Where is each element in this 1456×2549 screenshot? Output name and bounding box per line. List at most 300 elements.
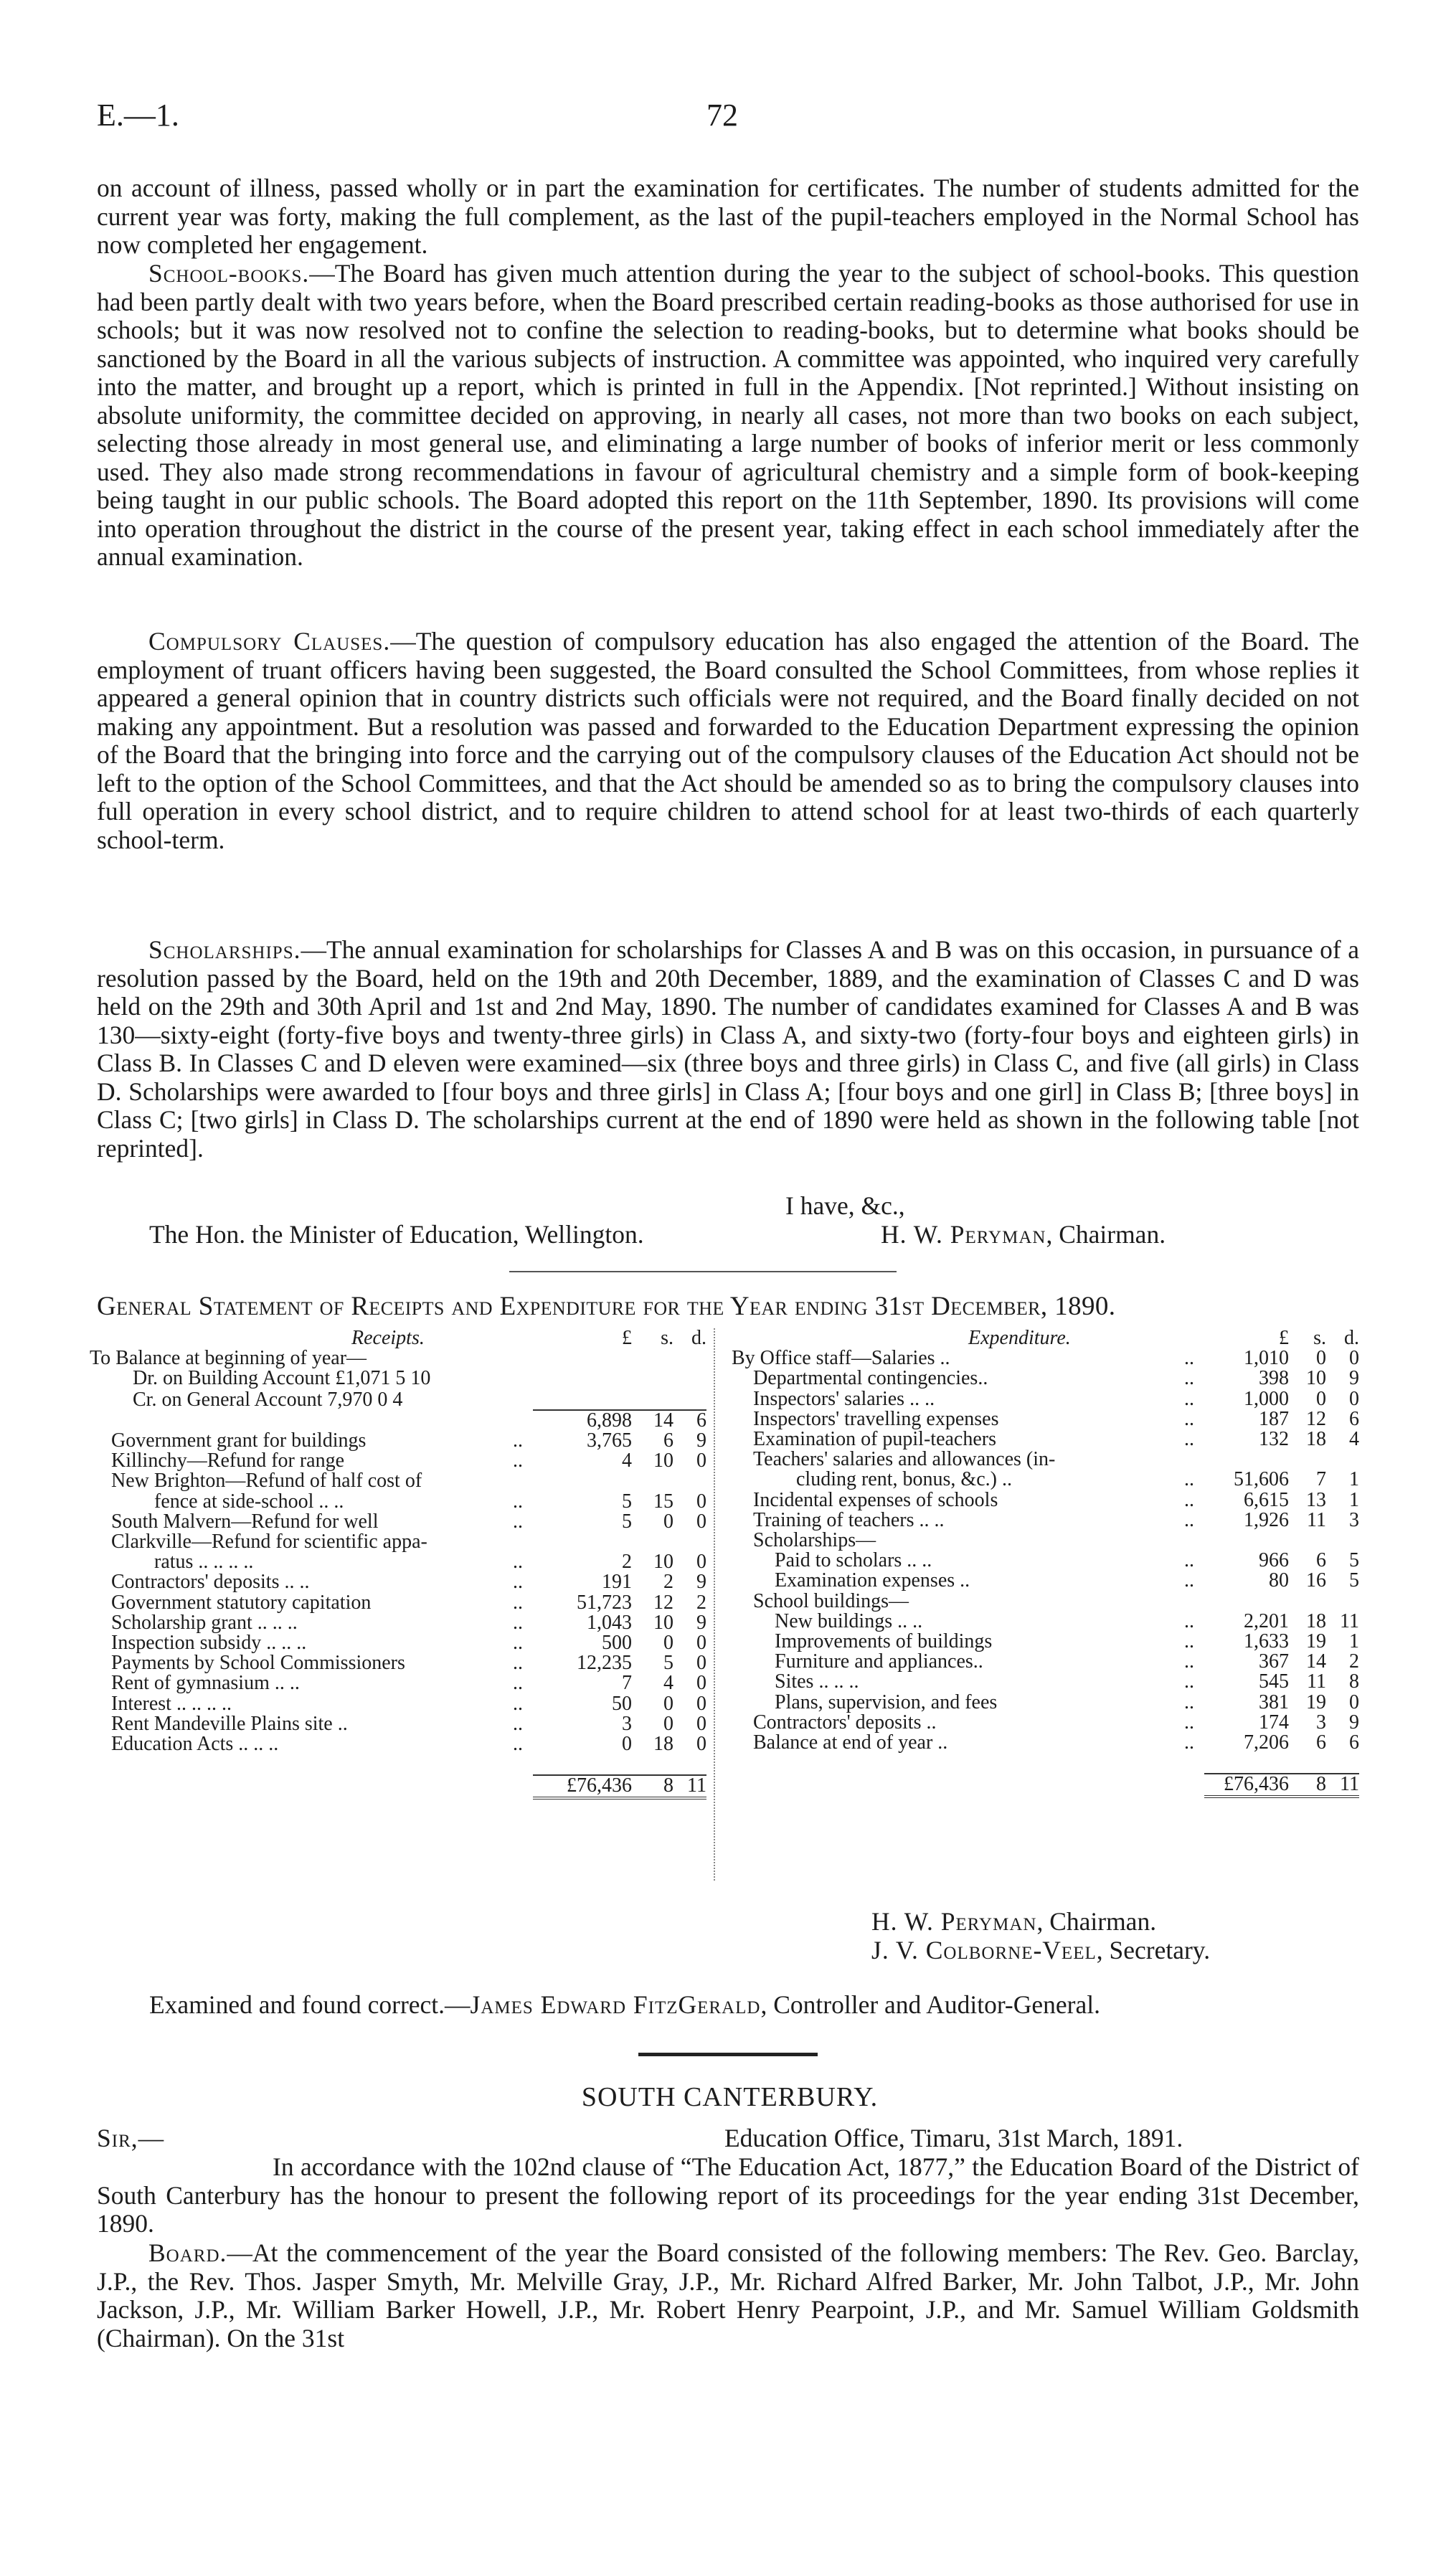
row-label: Inspectors' salaries .. .. — [753, 1387, 935, 1410]
pence-heading: d. — [691, 1327, 706, 1349]
shillings-value: 18 — [1306, 1428, 1326, 1451]
shillings-value: 0 — [663, 1632, 673, 1655]
row-label — [90, 1410, 494, 1431]
closing-phrase: I have, &c., — [785, 1191, 905, 1220]
pence-value: 0 — [696, 1510, 706, 1533]
receipt-row — [90, 1633, 706, 1653]
expenditure-total-row — [732, 1774, 1359, 1796]
leader-dots: .. — [513, 1510, 523, 1533]
row-label: Teachers' salaries and allowances (in- — [753, 1448, 1056, 1471]
shillings-value: 0 — [663, 1712, 673, 1735]
pence-value: 3 — [1349, 1508, 1359, 1531]
addressee: The Hon. the Minister of Education, Wellington. — [149, 1220, 644, 1249]
shillings-value — [1289, 1592, 1326, 1612]
pence-value: 9 — [696, 1429, 706, 1452]
pounds-value — [533, 1532, 632, 1552]
document-reference: E.—1. — [97, 98, 179, 133]
expenditure-row — [732, 1571, 1359, 1591]
pounds-value: 50 — [612, 1692, 632, 1715]
salutation: Sir,— — [97, 2124, 165, 2152]
total-shillings: 8 — [632, 1775, 673, 1797]
leader-dots: .. — [513, 1672, 523, 1695]
leader-dots: .. — [1184, 1670, 1194, 1693]
receipt-row — [90, 1694, 706, 1714]
expenditure-row — [732, 1429, 1359, 1450]
paragraph-intro: In accordance with the 102nd clause of “The Education Act, 1877,” the Education Board of the District of South Canterbury has the honour to present the following report of its proceedings for the year ending 31st December, 1890. — [97, 2152, 1359, 2238]
pounds-value: 132 — [1259, 1428, 1289, 1451]
total-spacer — [90, 1775, 494, 1797]
receipt-row — [90, 1593, 706, 1613]
shillings-value: 12 — [653, 1591, 673, 1614]
pence-value: 11 — [1340, 1609, 1359, 1632]
receipt-row — [90, 1653, 706, 1673]
pounds-value: 0 — [622, 1733, 632, 1756]
spacer-row — [732, 1753, 1359, 1774]
secretary-name: J. V. Colborne-Veel — [871, 1936, 1097, 1964]
total-pounds: £76,436 — [533, 1775, 632, 1797]
chairman-title: , Chairman. — [1036, 1907, 1157, 1936]
shillings-value: 18 — [1306, 1609, 1326, 1632]
pounds-value: 5 — [622, 1510, 632, 1533]
expenditure-row — [732, 1672, 1359, 1692]
paragraph-board — [97, 2239, 1359, 2352]
page-header — [97, 97, 1363, 140]
row-label: Improvements of buildings — [775, 1630, 993, 1653]
signer-name: H. W. Peryman — [881, 1220, 1046, 1249]
pence-value: 9 — [696, 1611, 706, 1634]
row-label: Sites .. .. .. — [775, 1670, 859, 1693]
receipt-row — [90, 1389, 706, 1410]
row-label: New buildings .. .. — [775, 1609, 923, 1632]
leader-dots: .. — [1184, 1508, 1194, 1531]
expenditure-row — [732, 1470, 1359, 1490]
pence-value: 0 — [696, 1672, 706, 1695]
leader-dots — [1166, 1531, 1204, 1551]
row-label: Paid to scholars .. .. — [775, 1549, 932, 1572]
pounds-value: 4 — [622, 1450, 632, 1472]
pounds-value — [1204, 1592, 1289, 1612]
leader-dots: .. — [513, 1733, 523, 1756]
receipts-heading: Receipts. — [351, 1327, 425, 1349]
expenditure-table — [732, 1328, 1359, 1798]
shillings-value: 4 — [663, 1672, 673, 1695]
section-divider — [509, 1271, 897, 1272]
leader-dots: .. — [1184, 1630, 1194, 1653]
shillings-value — [632, 1368, 673, 1389]
row-label: Furniture and appliances.. — [775, 1650, 983, 1673]
total-pounds: £76,436 — [1204, 1774, 1289, 1796]
pounds-value: 7,206 — [1244, 1731, 1289, 1754]
shillings-value: 6 — [1316, 1549, 1326, 1572]
row-label: Balance at end of year .. — [753, 1731, 948, 1754]
row-label: Departmental contingencies.. — [753, 1367, 988, 1390]
pence-value: 0 — [696, 1450, 706, 1472]
shillings-value — [1289, 1531, 1326, 1551]
pounds-value: 191 — [602, 1571, 632, 1594]
row-label: Inspection subsidy .. .. .. — [111, 1632, 307, 1655]
shillings-value: 0 — [663, 1692, 673, 1715]
shillings-value: 10 — [1306, 1367, 1326, 1390]
row-label: Killinchy—Refund for range — [111, 1450, 345, 1472]
pounds-value: 1,926 — [1244, 1508, 1289, 1531]
leader-dots: .. — [513, 1652, 523, 1675]
leader-dots: .. — [1184, 1367, 1194, 1390]
receipt-row — [90, 1552, 706, 1572]
expenditure-row — [732, 1490, 1359, 1510]
pounds-value: 12,235 — [577, 1652, 632, 1675]
pence-value: 0 — [696, 1652, 706, 1675]
expenditure-row — [732, 1592, 1359, 1612]
receipts-table — [90, 1328, 706, 1800]
expenditure-row — [732, 1693, 1359, 1713]
pence-value: 0 — [696, 1632, 706, 1655]
row-label: Examination expenses .. — [775, 1569, 970, 1592]
shillings-value: 5 — [663, 1652, 673, 1675]
row-label: Rent of gymnasium .. .. — [111, 1672, 300, 1695]
pence-value: 1 — [1349, 1630, 1359, 1653]
receipt-row — [90, 1512, 706, 1532]
leader-dots: .. — [513, 1712, 523, 1735]
auditor-name: James Edward FitzGerald — [470, 1990, 761, 2019]
expenditure-row — [732, 1368, 1359, 1389]
pounds-value: 398 — [1259, 1367, 1289, 1390]
shillings-value: 14 — [632, 1410, 673, 1431]
receipt-row — [90, 1410, 706, 1431]
leader-dots — [494, 1532, 533, 1552]
pence-value: 0 — [696, 1490, 706, 1513]
statement-signature-secretary — [871, 1936, 1210, 1964]
pence-value — [1326, 1531, 1359, 1551]
pence-value: 5 — [1349, 1569, 1359, 1592]
dateline: Education Office, Timaru, 31st March, 1891. — [724, 2124, 1183, 2152]
expenditure-row — [732, 1409, 1359, 1429]
pounds-value: 367 — [1259, 1650, 1289, 1673]
section-title-south-canterbury: SOUTH CANTERBURY. — [581, 2082, 879, 2112]
audit-certificate — [149, 1991, 1100, 2019]
shillings-value — [632, 1389, 673, 1410]
row-label: Dr. on Building Account £1,071 5 10 — [133, 1367, 431, 1390]
shillings-value: 16 — [1306, 1569, 1326, 1592]
row-label: Clarkville—Refund for scientific appa- — [111, 1531, 427, 1553]
expenditure-row — [732, 1632, 1359, 1652]
pence-value: 0 — [1349, 1347, 1359, 1370]
signer-title: , Chairman. — [1046, 1220, 1166, 1249]
pounds-value: 966 — [1259, 1549, 1289, 1572]
pound-heading: £ — [1279, 1327, 1289, 1349]
leader-dots — [494, 1368, 533, 1389]
pounds-value: 5 — [622, 1490, 632, 1513]
receipt-row — [90, 1673, 706, 1693]
pence-heading: d. — [1344, 1327, 1359, 1349]
receipt-row — [90, 1368, 706, 1389]
chairman-name: H. W. Peryman — [871, 1907, 1037, 1936]
pounds-value — [533, 1471, 632, 1491]
leader-dots: .. — [1184, 1347, 1194, 1370]
pounds-value: 381 — [1259, 1690, 1289, 1713]
pence-value: 0 — [696, 1692, 706, 1715]
row-label: By Office staff—Salaries .. — [732, 1347, 950, 1370]
pounds-value — [533, 1368, 632, 1389]
pence-value: 8 — [1349, 1670, 1359, 1693]
pounds-value — [1204, 1531, 1289, 1551]
receipt-row — [90, 1431, 706, 1451]
row-label: South Malvern—Refund for well — [111, 1510, 379, 1533]
expenditure-row — [732, 1612, 1359, 1632]
leader-dots — [1166, 1592, 1204, 1612]
total-spacer — [732, 1774, 1166, 1796]
row-label: cluding rent, bonus, &c.) .. — [796, 1468, 1012, 1491]
pounds-value: 51,723 — [577, 1591, 632, 1614]
pence-value — [673, 1532, 706, 1552]
row-label: Rent Mandeville Plains site .. — [111, 1712, 348, 1735]
shillings-value — [1289, 1450, 1326, 1470]
shillings-value — [632, 1348, 673, 1368]
shillings-value: 0 — [1316, 1347, 1326, 1370]
row-label: Examination of pupil-teachers — [753, 1428, 996, 1451]
leader-dots: .. — [513, 1429, 523, 1452]
receipt-row — [90, 1348, 706, 1368]
pounds-value: 545 — [1259, 1670, 1289, 1693]
receipt-row — [90, 1734, 706, 1754]
expenditure-header-row — [732, 1328, 1359, 1348]
pence-value: 5 — [1349, 1549, 1359, 1572]
row-label: fence at side-school .. .. — [154, 1490, 344, 1513]
pence-value: 9 — [696, 1571, 706, 1594]
pounds-value: 174 — [1259, 1711, 1289, 1734]
pounds-value: 1,633 — [1244, 1630, 1289, 1653]
receipts-header-row — [90, 1328, 706, 1348]
paragraph-text: —The annual examination for scholarships for Classes A and B was on this occasion, in pursuance of a resolution passed by the Board, held on the 19th and 20th December, 1889, and the examination of Classes C and D was held on the 29th and 30th April and 1st and 2nd May, 1890. The number of candidates examined for Classes A and B was 130—sixty-eight (forty-five boys and twenty-three girls) in Class A, and sixty-two (forty-four boys and eighteen girls) in Class B. In Classes C and D eleven were examined—six (three boys and three girls) in Class C, and five (all girls) in Class D. Scholarships were awarded to [four boys and three girls] in Class A; [four boys and one girl] in Class B; [three boys] in Class C; [two girls] in Class D. The scholarships current at the end of 1890 were held as shown in the following table [not reprinted]. — [97, 935, 1359, 1163]
signature-chairman — [881, 1221, 1166, 1249]
leader-dots: .. — [513, 1692, 523, 1715]
pounds-value: 6,898 — [533, 1410, 632, 1431]
total-pence: 11 — [673, 1775, 706, 1797]
receipt-total-row — [90, 1775, 706, 1797]
shillings-value: 19 — [1306, 1690, 1326, 1713]
secretary-title: , Secretary. — [1096, 1936, 1211, 1964]
leader-dots: .. — [1184, 1731, 1194, 1754]
row-label: Scholarships— — [753, 1529, 876, 1552]
shillings-value: 10 — [653, 1551, 673, 1574]
paragraph-text: —The question of compulsory education has also engaged the attention of the Board. The employment of truant officers having been suggested, the Board consulted the School Committees, from whose replies it appeared a general opinion that in country districts such officials were not required, and the Board finally decided on not making any appointment. But a resolution was passed and forwarded to the Education Department expressing the opinion of the Board that the bringing into force and the carrying out of the compulsory clauses of the Education Act should not be left to the option of the School Committees, and that the Act should be amended so as to bring the compulsory clauses into full operation in every school district, and to require children to attend school for at least two-thirds of each quarterly school-term. — [97, 627, 1359, 854]
leader-dots: .. — [513, 1591, 523, 1614]
row-label: ratus .. .. .. .. — [154, 1551, 254, 1574]
row-label: Payments by School Commissioners — [111, 1652, 405, 1675]
row-label: Scholarship grant .. .. .. — [111, 1611, 298, 1634]
pounds-value: 1,043 — [587, 1611, 632, 1634]
shillings-value: 0 — [1316, 1387, 1326, 1410]
leader-dots: .. — [1184, 1488, 1194, 1511]
row-label: Cr. on General Account 7,970 0 4 — [133, 1388, 403, 1411]
leader-dots: .. — [513, 1490, 523, 1513]
leader-dots: .. — [1184, 1428, 1194, 1451]
expenditure-row — [732, 1551, 1359, 1571]
pounds-value: 2 — [622, 1551, 632, 1574]
pence-value: 2 — [1349, 1650, 1359, 1673]
paragraph-training-college — [97, 174, 1359, 260]
leader-dots — [494, 1410, 533, 1431]
row-label: Government grant for buildings — [111, 1429, 367, 1452]
shillings-value: 11 — [1307, 1670, 1326, 1693]
expenditure-row — [732, 1531, 1359, 1551]
total-pence: 11 — [1326, 1774, 1359, 1796]
pounds-value: 3 — [622, 1712, 632, 1735]
shillings-value: 7 — [1316, 1468, 1326, 1491]
receipt-row — [90, 1471, 706, 1491]
pounds-value: 6,615 — [1244, 1488, 1289, 1511]
expenditure-row — [732, 1389, 1359, 1409]
pence-value: 6 — [1349, 1731, 1359, 1754]
expenditure-row — [732, 1450, 1359, 1470]
leader-dots: .. — [513, 1611, 523, 1634]
pence-value — [1326, 1592, 1359, 1612]
page-number: 72 — [706, 98, 738, 133]
expenditure-row — [732, 1733, 1359, 1753]
paragraph-compulsory-clauses — [97, 628, 1359, 854]
pounds-value — [1204, 1450, 1289, 1470]
leader-dots: .. — [1184, 1711, 1194, 1734]
receipt-row — [90, 1451, 706, 1471]
pence-value: 1 — [1349, 1488, 1359, 1511]
pounds-value: 1,010 — [1244, 1347, 1289, 1370]
pence-value: 9 — [1349, 1711, 1359, 1734]
pence-value — [673, 1471, 706, 1491]
row-label: Inspectors' travelling expenses — [753, 1407, 999, 1430]
paragraph-text: on account of illness, passed wholly or in part the examination for certificates. The number of students admitted for the current year was forty, making the full complement, as the last of the pupil-teachers employed in the Normal School has now completed her engagement. — [97, 174, 1359, 259]
row-label: Interest .. .. .. .. — [111, 1692, 232, 1715]
row-label: Plans, supervision, and fees — [775, 1690, 998, 1713]
pound-heading: £ — [622, 1327, 632, 1349]
pence-value: 0 — [1349, 1387, 1359, 1410]
shillings-value: 6 — [1316, 1731, 1326, 1754]
column-divider — [714, 1328, 715, 1881]
row-label: Contractors' deposits .. .. — [111, 1571, 310, 1594]
pounds-value: 2,201 — [1244, 1609, 1289, 1632]
row-label: School buildings— — [753, 1589, 909, 1612]
spacer-row — [90, 1754, 706, 1775]
expenditure-column — [732, 1328, 1359, 1798]
statement-signature-chairman — [871, 1908, 1156, 1936]
pounds-value — [533, 1348, 632, 1368]
audit-suffix: , Controller and Auditor-General. — [760, 1990, 1100, 2019]
pounds-value: 80 — [1269, 1569, 1289, 1592]
section-heading: Scholarships. — [148, 935, 301, 964]
pence-value — [673, 1389, 706, 1410]
shilling-heading: s. — [1313, 1327, 1326, 1349]
receipt-row — [90, 1492, 706, 1512]
pounds-value: 187 — [1259, 1407, 1289, 1430]
row-label: Contractors' deposits .. — [753, 1711, 937, 1734]
row-label: New Brighton—Refund of half cost of — [111, 1470, 422, 1493]
shillings-value: 19 — [1306, 1630, 1326, 1653]
leader-dots: .. — [1184, 1650, 1194, 1673]
pence-value: 0 — [1349, 1690, 1359, 1713]
leader-dots — [494, 1471, 533, 1491]
paragraph-scholarships — [97, 936, 1359, 1163]
shillings-value — [632, 1532, 673, 1552]
shillings-value: 10 — [653, 1450, 673, 1472]
row-label: Education Acts .. .. .. — [111, 1733, 279, 1756]
expenditure-heading: Expenditure. — [968, 1327, 1071, 1349]
leader-dots: .. — [513, 1551, 523, 1574]
receipts-column — [90, 1328, 706, 1800]
leader-dots: .. — [1184, 1407, 1194, 1430]
shillings-value: 18 — [653, 1733, 673, 1756]
pence-value — [1326, 1450, 1359, 1470]
paragraph-school-books — [97, 260, 1359, 572]
leader-dots: .. — [1184, 1468, 1194, 1491]
shillings-value: 6 — [663, 1429, 673, 1452]
row-label: Government statutory capitation — [111, 1591, 372, 1614]
pence-value — [673, 1348, 706, 1368]
shillings-value: 12 — [1306, 1407, 1326, 1430]
row-label: To Balance at beginning of year— — [90, 1347, 367, 1370]
expenditure-row — [732, 1713, 1359, 1733]
section-heading: Board. — [148, 2238, 227, 2267]
expenditure-row — [732, 1652, 1359, 1672]
row-label: Incidental expenses of schools — [753, 1488, 998, 1511]
pounds-value: 7 — [622, 1672, 632, 1695]
pounds-value: 3,765 — [587, 1429, 632, 1452]
audit-prefix: Examined and found correct.— — [149, 1990, 471, 2019]
pence-value: 0 — [696, 1551, 706, 1574]
leader-dots — [494, 1389, 533, 1410]
pence-value: 0 — [696, 1733, 706, 1756]
leader-dots: .. — [1184, 1549, 1194, 1572]
row-label: Training of teachers .. .. — [753, 1508, 945, 1531]
total-spacer — [1166, 1774, 1204, 1796]
receipt-row — [90, 1613, 706, 1633]
paragraph-text: —The Board has given much attention during the year to the subject of school-books. This question had been partly dealt with two years before, when the Board prescribed certain reading-books as those authorised for use in schools; but it was now resolved not to confine the selection to reading-books, but to determine what books should be sanctioned by the Board in all the various subjects of instruction. A committee was appointed, who inquired very carefully into the matter, and brought up a report, which is printed in full in the Appendix. [Not reprinted.] Without insisting on absolute uniformity, the committee decided on approving, in nearly all cases, not more than two books on each subject, selecting those already in most general use, and eliminating a large number of books of inferior merit or less commonly used. They also made strong recommendations in favour of agricultural chemistry and a simple form of book-keeping being taught in our public schools. The Board adopted this report on the 11th September, 1890. Its provisions will come into operation throughout the district in the course of the present year, taking effect in each school immediately after the annual examination. — [97, 259, 1359, 571]
pence-value: 1 — [1349, 1468, 1359, 1491]
leader-dots: .. — [513, 1632, 523, 1655]
pounds-value: 1,000 — [1244, 1387, 1289, 1410]
section-heading: Compulsory Clauses. — [148, 627, 391, 656]
total-spacer — [494, 1775, 533, 1797]
expenditure-row — [732, 1510, 1359, 1531]
shilling-heading: s. — [661, 1327, 673, 1349]
leader-dots: .. — [1184, 1387, 1194, 1410]
pence-value: 9 — [1349, 1367, 1359, 1390]
pence-value: 2 — [696, 1591, 706, 1614]
pence-value — [673, 1368, 706, 1389]
total-shillings: 8 — [1289, 1774, 1326, 1796]
paragraph-text: —At the commencement of the year the Board consisted of the following members: The Rev. Geo. Barclay, J.P., the Rev. Thos. Jasper Smyth, Mr. Melville Gray, J.P., Mr. Richard Alfred Barker, Mr. John Talbot, J.P., Mr. John Jackson, J.P., Mr. William Barker Howell, J.P., Mr. Robert Henry Pearpoint, J.P., and Mr. Samuel William Goldsmith (Chairman). On the 31st — [97, 2238, 1359, 2352]
leader-dots: .. — [1184, 1609, 1194, 1632]
shillings-value: 3 — [1316, 1711, 1326, 1734]
leader-dots: .. — [513, 1571, 523, 1594]
shillings-value: 2 — [663, 1571, 673, 1594]
leader-dots — [1166, 1450, 1204, 1470]
section-heading: School-books. — [148, 259, 310, 288]
shillings-value: 13 — [1306, 1488, 1326, 1511]
pounds-value — [533, 1389, 632, 1410]
shillings-value — [632, 1471, 673, 1491]
shillings-value: 0 — [663, 1510, 673, 1533]
shillings-value: 11 — [1307, 1508, 1326, 1531]
shillings-value: 10 — [653, 1611, 673, 1634]
expenditure-row — [732, 1348, 1359, 1368]
statement-title: General Statement of Receipts and Expenditure for the Year ending 31st December, 1890. — [97, 1292, 1116, 1321]
receipt-row — [90, 1532, 706, 1552]
shillings-value: 14 — [1306, 1650, 1326, 1673]
pounds-value: 500 — [602, 1632, 632, 1655]
pence-value: 6 — [1349, 1407, 1359, 1430]
pence-value: 0 — [696, 1712, 706, 1735]
pence-value: 6 — [673, 1410, 706, 1431]
leader-dots — [494, 1348, 533, 1368]
pounds-value: 51,606 — [1234, 1468, 1289, 1491]
